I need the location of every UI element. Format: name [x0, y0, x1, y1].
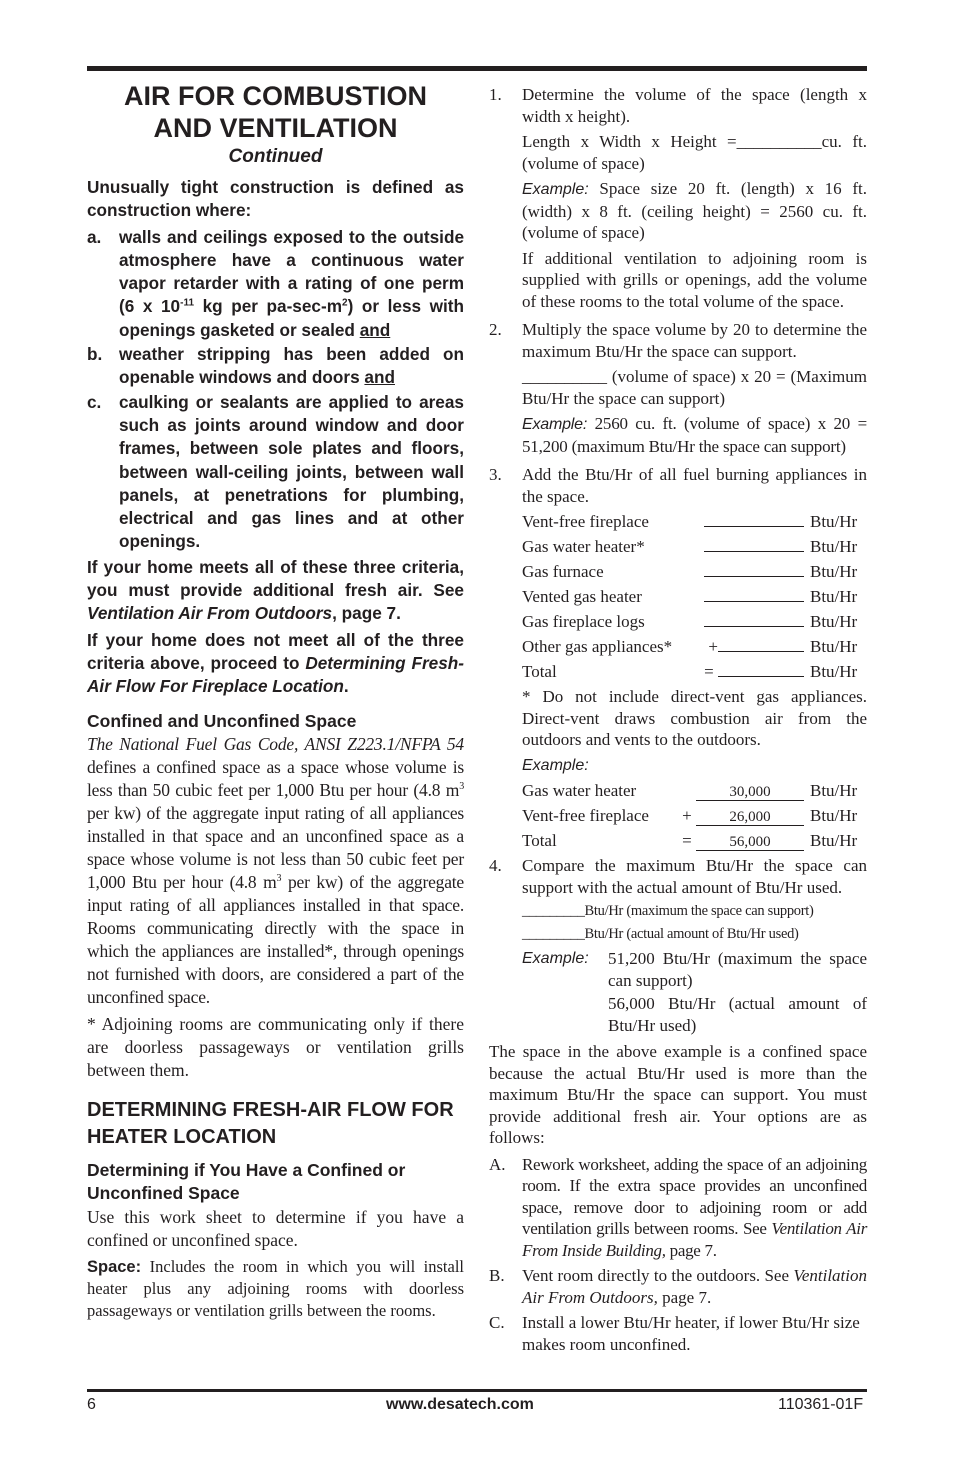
- appliance-entry[interactable]: +: [698, 632, 804, 657]
- example-value-cell: 30,000: [662, 776, 804, 801]
- appliance-label: Vented gas heater: [522, 586, 642, 606]
- unit-label: Btu/Hr: [810, 536, 858, 556]
- option-b: B. Vent room directly to the outdoors. See Ventilation Air From Outdoors, page 7.: [489, 1266, 867, 1307]
- not-meets-criteria-paragraph: If your home does not meet all of the three criteria above, proceed to Determining Fresh-Air Flow For Fireplace Location.: [87, 629, 464, 697]
- conclusion-paragraph: The space in the above example is a confined space because the actual Btu/Hr used is more than the maximum Btu/Hr the space can support. You must provide additional fresh air. Your options are as follows:: [489, 1042, 867, 1147]
- example-row: [522, 801, 867, 826]
- tight-construction-intro: Unusually tight construction is defined as construction where:: [87, 177, 464, 221]
- fresh-air-heading: DETERMINING FRESH-AIR FLOW FOR HEATER LOCATION: [87, 1098, 454, 1148]
- appliance-label: Gas water heater*: [522, 536, 645, 556]
- worksheet-step-1: 1. Determine the volume of the space (length x width x height). Length x Width x Height =__________cu. ft. (volume of space) Example: Space size 20 ft. (length) x 16 ft. (width) x 8 ft. (ceiling height) = 2560 cu. ft. (volume of space) If additional ventilation to adjoining room is supplied with grills or openings, add the volume of these rooms to the total volume of the space.: [489, 85, 867, 311]
- criteria-item-c: c. caulking or sealants are applied to areas such as joints around window and door frames, between sole plates and floors, between wall-ceiling joints, between wall panels, at penetrations for plumbing, electrical and gas lines and at other openings.: [87, 391, 464, 552]
- criteria-item-a: a. walls and ceilings exposed to the outside atmosphere have a continuous water vapor retarder with a rating of one perm (6 x $10^{-11}$ kg per $pa-\sec-m^2$) or less with openings gasketed or sealed and: [87, 226, 465, 340]
- appliance-row: [522, 582, 867, 607]
- appliance-label: Gas furnace: [522, 561, 604, 581]
- bottom-rule: [87, 1389, 867, 1392]
- appliance-row: [522, 557, 867, 582]
- appliance-entry[interactable]: [698, 582, 804, 607]
- unit-label: Btu/Hr: [810, 586, 858, 606]
- example-label: Example:: [522, 756, 589, 774]
- determining-heading: Determining if You Have a Confined or Unconfined Space: [87, 1159, 406, 1203]
- determining-fresh-air-ref: Determining Fresh-Air Flow For Fireplace Location: [87, 652, 464, 697]
- appliance-worksheet-table: [522, 507, 867, 682]
- ventilation-outdoors-ref: Ventilation Air From Outdoors: [87, 603, 333, 624]
- example-worksheet-table: [522, 776, 867, 851]
- worksheet-step-4: 4. Compare the maximum Btu/Hr the space can support with the actual amount of Btu/Hr used. _________Btu/Hr (maximum the space can support) _________Btu/Hr (actual amount of Btu/Hr used) Example: 51,200 Btu/Hr (maximum the space can support) 56,000 Btu/Hr (actual amount of Btu/Hr used): [489, 856, 867, 1035]
- appliance-entry[interactable]: =: [698, 657, 804, 682]
- example-label-cell: Total: [522, 830, 557, 850]
- unit-label: Btu/Hr: [810, 611, 858, 631]
- space-definition: Space: Includes the room in which you will install heater plus any adjoining rooms with doorless passageways or ventilation grills between the rooms.: [87, 1256, 464, 1320]
- confined-definition: The National Fuel Gas Code, ANSI Z223.1/NFPA 54 defines a confined space as a space whose volume is less than 50 cubic feet per 1,000 Btu per hour (4.8 $m^3$ per kw) of the aggregate input rating of all appliances installed in that space and an unconfined space as a space whose volume is not less than 50 cubic feet per 1,000 Btu per hour (4.8 $m^3$ per kw) of the aggregate input rating of all appliances installed in that space. Rooms communicating directly with the space in which the appliances are installed*, through openings not furnished with doors, are considered a part of the unconfined space.: [87, 733, 464, 1007]
- unit-label: Btu/Hr: [810, 780, 858, 800]
- example-value-cell: + 26,000: [662, 801, 804, 826]
- criteria-item-b: b. weather stripping has been added on openable windows and doors and: [87, 344, 464, 388]
- unit-label: Btu/Hr: [810, 661, 858, 681]
- confined-heading: Confined and Unconfined Space: [87, 710, 357, 731]
- worksheet-intro: Use this work sheet to determine if you have a confined or unconfined space.: [87, 1206, 464, 1250]
- example-row: [522, 776, 867, 801]
- appliance-entry[interactable]: [698, 532, 804, 557]
- example-row: [522, 826, 867, 851]
- option-c: C. Install a lower Btu/Hr heater, if lower Btu/Hr size makes room unconfined.: [489, 1313, 860, 1354]
- appliance-label: Vent-free fireplace: [522, 511, 649, 531]
- document-code: 110361-01F: [778, 1396, 864, 1413]
- appliance-row: [522, 507, 867, 532]
- appliance-label: Total: [522, 661, 557, 681]
- appliance-row: [522, 632, 867, 657]
- appliance-row: [522, 607, 867, 632]
- adjoining-rooms-note: * Adjoining rooms are communicating only if there are doorless passageways or ventilation grills between them.: [87, 1013, 464, 1080]
- page-subtitle: Continued: [228, 146, 323, 167]
- unit-label: Btu/Hr: [810, 511, 858, 531]
- option-a: A. Rework worksheet, adding the space of an adjoining room. If the extra space provides an unconfined space, remove door to adjoining room or add ventilation grills between rooms. See Ventilation Air From Inside Building, page 7.: [489, 1154, 868, 1260]
- appliance-entry[interactable]: [698, 607, 804, 632]
- worksheet-step-3: 3. Add the Btu/Hr of all fuel burning appliances in the space. Vent-free fireplace Btu/Hr Gas water heater* Btu/Hr Gas furnace Btu/Hr Vented gas heater Btu/Hr Gas fireplace logs Btu/Hr Other gas appliances* + Btu/Hr Total = Btu/Hr * Do not include direct-vent gas appliances. Direct-vent draws combustion air from the outdoors and vents to the outdoors. Example: Gas water heater 30,000 Btu/Hr Vent-free fireplace + 26,000 Btu/Hr Total = 56,000 Btu/Hr: [489, 465, 867, 850]
- page-number: 6: [87, 1396, 96, 1413]
- example-label-cell: Gas water heater: [522, 780, 637, 800]
- appliance-entry[interactable]: [698, 557, 804, 582]
- example-value-cell: = 56,000: [662, 826, 804, 851]
- unit-label: Btu/Hr: [810, 561, 858, 581]
- appliance-row: [522, 532, 867, 557]
- worksheet-step-2: 2. Multiply the space volume by 20 to determine the maximum Btu/Hr the space can support. __________ (volume of space) x 20 = (Maximum Btu/Hr the space can support) Example: 2560 cu. ft. (volume of space) x 20 = 51,200 (maximum Btu/Hr the space can support): [489, 320, 867, 456]
- page-title: AIR FOR COMBUSTION AND VENTILATION: [124, 81, 427, 143]
- appliance-entry[interactable]: [698, 507, 804, 532]
- appliance-label: Other gas appliances*: [522, 636, 673, 656]
- example-label-cell: Vent-free fireplace: [522, 805, 649, 825]
- appliance-label: Gas fireplace logs: [522, 611, 645, 631]
- right-column: [489, 84, 867, 1359]
- top-rule: [87, 66, 867, 71]
- unit-label: Btu/Hr: [810, 805, 858, 825]
- unit-label: Btu/Hr: [810, 830, 858, 850]
- appliance-row: [522, 657, 867, 682]
- unit-label: Btu/Hr: [810, 636, 858, 656]
- left-column: [87, 80, 464, 1326]
- website-url[interactable]: www.desatech.com: [386, 1396, 534, 1413]
- meets-criteria-paragraph: If your home meets all of these three criteria, you must provide additional fresh air. See Ventilation Air From Outdoors, page 7.: [87, 556, 464, 624]
